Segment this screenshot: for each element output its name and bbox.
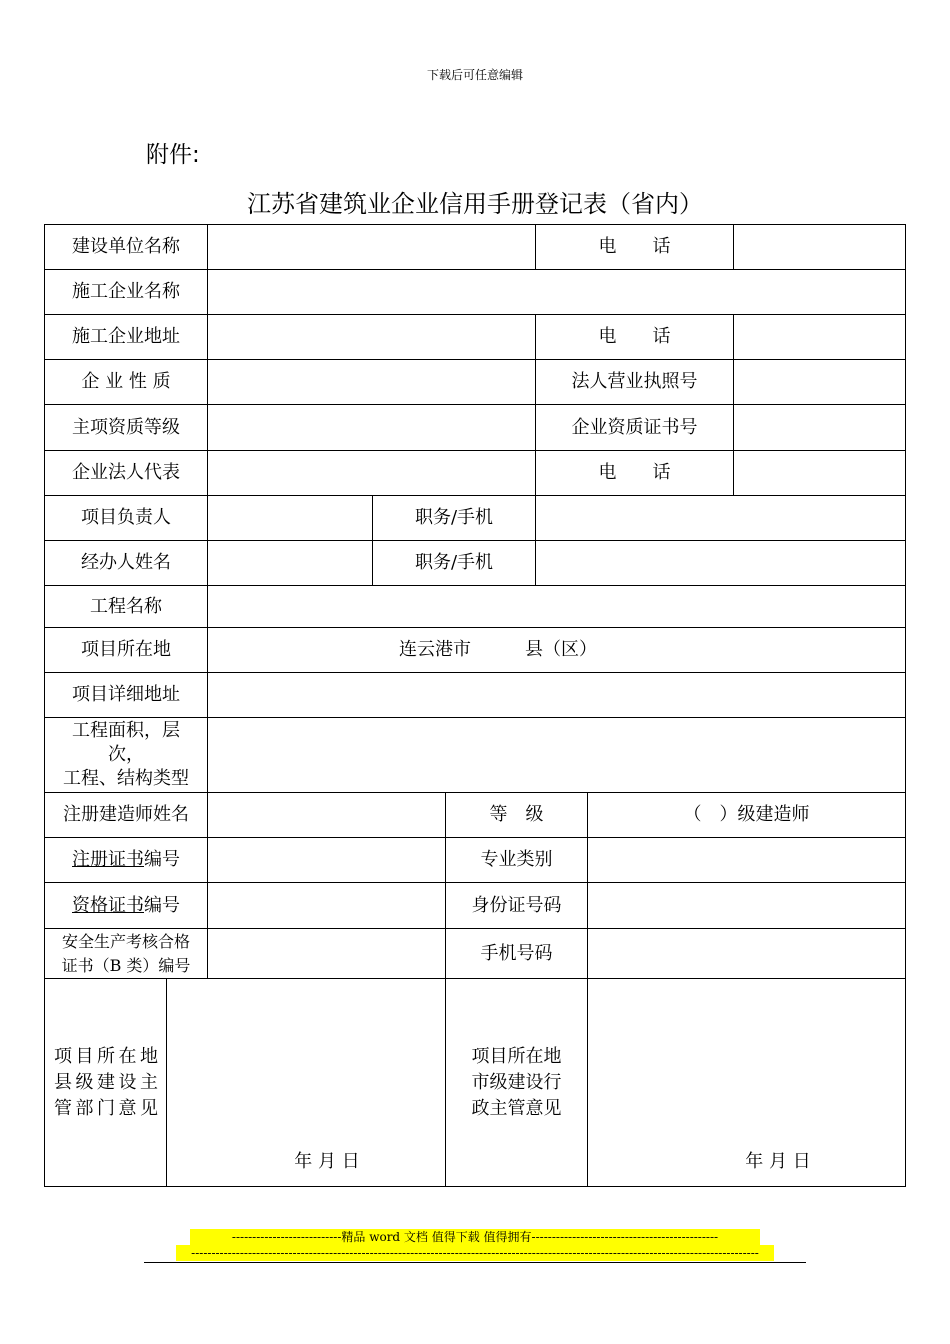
handler-position-field[interactable]	[536, 541, 905, 585]
mobile-field[interactable]	[588, 929, 905, 978]
leader-position-label: 职务/手机	[414, 507, 494, 528]
contractor-address-field[interactable]	[208, 315, 535, 359]
main-qualification-label: 主项资质等级	[72, 416, 180, 438]
grade-label: 等 级	[489, 804, 544, 825]
id-number-field[interactable]	[588, 883, 905, 928]
qual-cert-label-underlined: 资格证书	[72, 894, 144, 916]
business-license-label: 法人营业执照号	[571, 371, 698, 392]
project-location-label: 项目所在地	[81, 639, 171, 660]
table-line	[905, 224, 906, 1187]
qual-cert-field[interactable]	[208, 883, 445, 928]
project-area-label-line1: 工程面积，层次，	[72, 720, 180, 765]
project-area-field[interactable]	[208, 718, 905, 792]
enterprise-nature-label: 企 业 性 质	[81, 371, 171, 392]
leader-position-field[interactable]	[536, 496, 905, 540]
handler-name-field[interactable]	[208, 541, 372, 585]
contractor-phone-field[interactable]	[734, 315, 905, 359]
contractor-phone-label: 电 话	[598, 326, 671, 347]
project-area-label-line2: 工程、结构类型	[63, 768, 189, 789]
legal-rep-label: 企业法人代表	[72, 462, 180, 483]
legal-rep-phone-label: 电 话	[598, 462, 671, 483]
business-license-field[interactable]	[734, 360, 905, 404]
county-opinion-label	[48, 979, 164, 1186]
reg-cert-field[interactable]	[208, 838, 445, 882]
id-number-label: 身份证号码	[471, 894, 562, 916]
legal-rep-phone-field[interactable]	[734, 451, 905, 495]
reg-cert-label-suffix: 编号	[144, 849, 180, 870]
safety-cert-label-line1: 安全生产考核合格	[61, 931, 190, 951]
mobile-label: 手机号码	[480, 942, 553, 964]
project-location-value[interactable]: 连云港市 县（区）	[399, 639, 597, 660]
specialty-label: 专业类别	[480, 849, 553, 870]
handler-position-label: 职务/手机	[414, 552, 494, 573]
contractor-address-label: 施工企业地址	[72, 326, 180, 347]
footer-rule	[144, 1262, 806, 1263]
qualification-cert-label: 企业资质证书号	[571, 416, 698, 438]
attachment-label: 附件:	[146, 142, 200, 168]
project-address-field[interactable]	[208, 673, 905, 717]
builder-name-label: 建设单位名称	[72, 236, 180, 257]
project-leader-label: 项目负责人	[81, 507, 171, 528]
handler-name-label: 经办人姓名	[81, 552, 171, 573]
city-opinion-line1: 项目所在地	[471, 1045, 562, 1067]
qual-cert-label	[45, 883, 207, 928]
constructor-name-field[interactable]	[208, 793, 445, 837]
project-name-field[interactable]	[208, 586, 905, 627]
contractor-name-field[interactable]	[208, 270, 905, 314]
reg-cert-label	[45, 838, 207, 882]
safety-cert-label-line2: 证书（B 类）编号	[61, 955, 191, 975]
city-opinion-line2: 市级建设行	[471, 1071, 562, 1093]
qual-cert-label-suffix: 编号	[144, 894, 180, 916]
safety-cert-field[interactable]	[208, 929, 445, 978]
builder-name-field[interactable]	[208, 225, 535, 269]
safety-cert-label	[45, 929, 207, 978]
enterprise-nature-field[interactable]	[208, 360, 535, 404]
project-address-label: 项目详细地址	[72, 684, 180, 705]
constructor-grade-value[interactable]: （ ）级建造师	[683, 804, 810, 825]
qualification-cert-field[interactable]	[734, 405, 905, 450]
specialty-field[interactable]	[588, 838, 905, 882]
table-line	[44, 1186, 906, 1187]
contractor-name-label: 施工企业名称	[72, 281, 180, 302]
project-area-label	[45, 718, 207, 792]
city-opinion-line3: 政主管意见	[471, 1097, 562, 1119]
reg-cert-label-underlined: 注册证书	[72, 849, 144, 870]
legal-rep-field[interactable]	[208, 451, 535, 495]
city-opinion-label	[446, 979, 587, 1186]
city-opinion-date: 年 月 日	[745, 1151, 811, 1172]
builder-phone-field[interactable]	[734, 225, 905, 269]
county-opinion-date: 年 月 日	[294, 1151, 360, 1172]
footer-banner-line1: ---------------------------精品 word 文档 值得下载 值得拥有----------------------------------------------	[190, 1229, 760, 1245]
footer-banner-line2: --------------------------------------------------------------------------------------------------------------------------------------------	[176, 1245, 774, 1261]
builder-phone-label: 电 话	[598, 236, 671, 257]
constructor-name-label: 注册建造师姓名	[63, 804, 189, 825]
project-name-label: 工程名称	[90, 595, 162, 617]
county-opinion-text: 项目所在地县级建设主管部门意见	[54, 1045, 158, 1119]
project-leader-field[interactable]	[208, 496, 372, 540]
main-qualification-field[interactable]	[208, 405, 535, 450]
form-title: 江苏省建筑业企业信用手册登记表（省内）	[247, 190, 703, 218]
header-note: 下载后可任意编辑	[426, 68, 523, 82]
